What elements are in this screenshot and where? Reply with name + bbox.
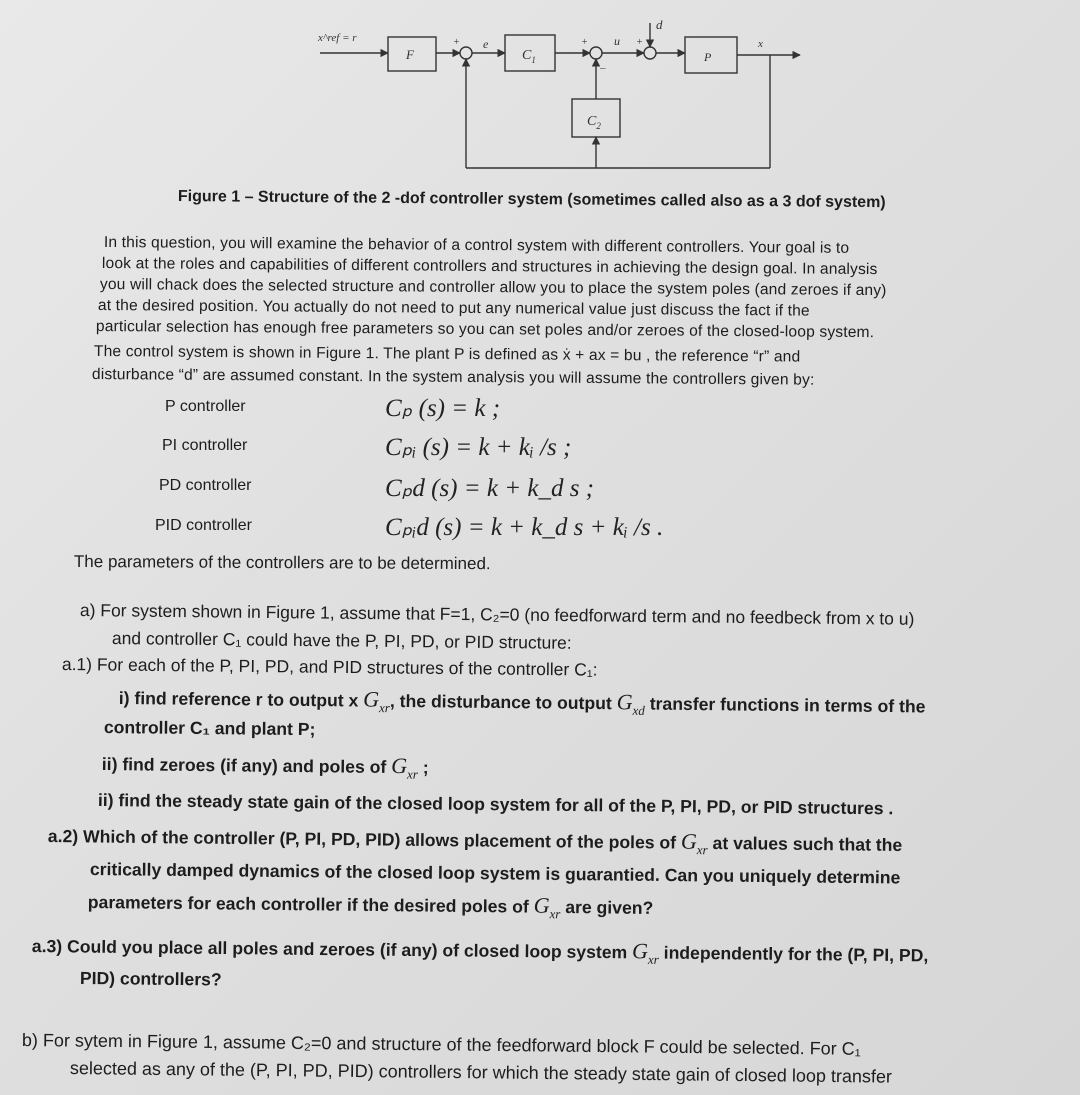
intro-line-2: look at the roles and capabilities of different controllers and structures in achieving the design goal. In analysis <box>101 255 878 279</box>
disturbance-junction <box>644 47 656 59</box>
sign-minus-2: – <box>600 62 606 74</box>
question-a2-line-2: critically damped dynamics of the closed loop system is guarantied. Can you uniquely determine <box>89 859 901 888</box>
figure-caption: Figure 1 – Structure of the 2 -dof controller system (sometimes called also as a 3 dof system) <box>177 188 886 212</box>
g-xr-symbol: $G_{xr}$ <box>391 753 418 782</box>
intro-line-5: particular selection has enough free parameters so you can set poles and/or zeroes of the closed-loop system. <box>95 318 875 342</box>
intro-line-1: In this question, you will examine the behavior of a control system with different controllers. Your goal is to <box>103 234 850 257</box>
controller-formula-pd: Cₚd (s) = k + k_d s ; <box>385 475 594 502</box>
input-label: x^ref = r <box>318 32 357 44</box>
sum-junction-2 <box>590 47 602 59</box>
question-a1-i-line-2: controller C₁ and plant P; <box>103 717 316 740</box>
signal-d-label: d <box>656 17 663 32</box>
g-xr-symbol: $G_{xr}$ <box>632 938 659 967</box>
params-note: The parameters of the controllers are to be determined. <box>73 552 491 574</box>
question-a1-i: i) find reference r to output x $G_{xr}$, the disturbance to output $G_{xd}$ transfer functions in terms of the <box>118 686 926 718</box>
intro-line-6: The control system is shown in Figure 1. The plant P is defined as ẋ + ax = bu , the reference “r” and <box>93 343 801 366</box>
g-xr-symbol: $G_{xr}$ <box>363 686 390 716</box>
signal-x-label: x <box>758 38 763 50</box>
question-a-line-1: a) For system shown in Figure 1, assume that F=1, C₂=0 (no feedforward term and no feedbeck from x to u) <box>79 600 915 629</box>
signal-u-label: u <box>614 34 620 48</box>
controller-label-pid: PID controller <box>155 517 252 534</box>
question-b-line-2: selected as any of the (P, PI, PD, PID) controllers for which the steady state gain of closed loop transfer <box>69 1058 893 1087</box>
question-a-line-2: and controller C₁ could have the P, PI, PD, or PID structure: <box>111 628 572 653</box>
question-a1-ii: ii) find zeroes (if any) and poles of $G_{xr}$ ; <box>101 753 429 782</box>
controller-label-p: P controller <box>165 398 246 415</box>
signal-e-label: e <box>483 37 489 51</box>
block-f-label: F <box>406 47 414 62</box>
question-a3: a.3) Could you place all poles and zeroes (if any) of closed loop system $G_{xr}$ independently for the (P, PI, PD, <box>31 935 929 967</box>
controller-formula-pid: Cₚᵢd (s) = k + k_d s + kᵢ /s . <box>385 514 664 541</box>
intro-line-4: at the desired position. You actually do not need to put any numerical value just discuss the fact if the <box>97 297 810 320</box>
controller-formula-p: Cₚ (s) = k ; <box>385 395 501 422</box>
g-xr-symbol: $G_{xr}$ <box>680 828 708 858</box>
question-a2-line-3: parameters for each controller if the desired poles of $G_{xr}$ are given? <box>87 891 654 922</box>
question-a3-line-2: PID) controllers? <box>79 968 222 990</box>
block-c1-label: $C_1$ <box>522 48 536 65</box>
block-diagram <box>300 15 810 185</box>
g-xd-symbol: $G_{xd}$ <box>616 689 645 718</box>
block-c2-label: $C_2$ <box>587 114 601 131</box>
question-b-line-1: b) For sytem in Figure 1, assume C₂=0 and structure of the feedforward block F could be selected. For C₁ <box>21 1030 861 1059</box>
sum-junction-1 <box>460 47 472 59</box>
sign-plus-2: + <box>581 37 588 48</box>
intro-line-3: you will chack does the selected structure and controller allow you to place the system poles (and zeroes if any) <box>99 276 887 300</box>
question-a1-iii: ii) find the steady state gain of the closed loop system for all of the P, PI, PD, or PID structures . <box>97 790 894 819</box>
g-xr-symbol: $G_{xr}$ <box>533 892 561 922</box>
intro-line-7: disturbance “d” are assumed constant. In the system analysis you will assume the controllers given by: <box>91 366 815 389</box>
sign-plus-1: + <box>453 37 460 48</box>
question-a1: a.1) For each of the P, PI, PD, and PID structures of the controller C₁: <box>61 654 598 680</box>
controller-label-pd: PD controller <box>159 477 252 494</box>
question-a2: a.2) Which of the controller (P, PI, PD, PID) allows placement of the poles of $G_{xr}$ at values such that the <box>47 825 903 858</box>
block-p-label: P <box>704 50 712 64</box>
controller-label-pi: PI controller <box>162 437 248 454</box>
sign-plus-3: + <box>636 37 643 48</box>
controller-formula-pi: Cₚᵢ (s) = k + kᵢ /s ; <box>385 434 572 461</box>
